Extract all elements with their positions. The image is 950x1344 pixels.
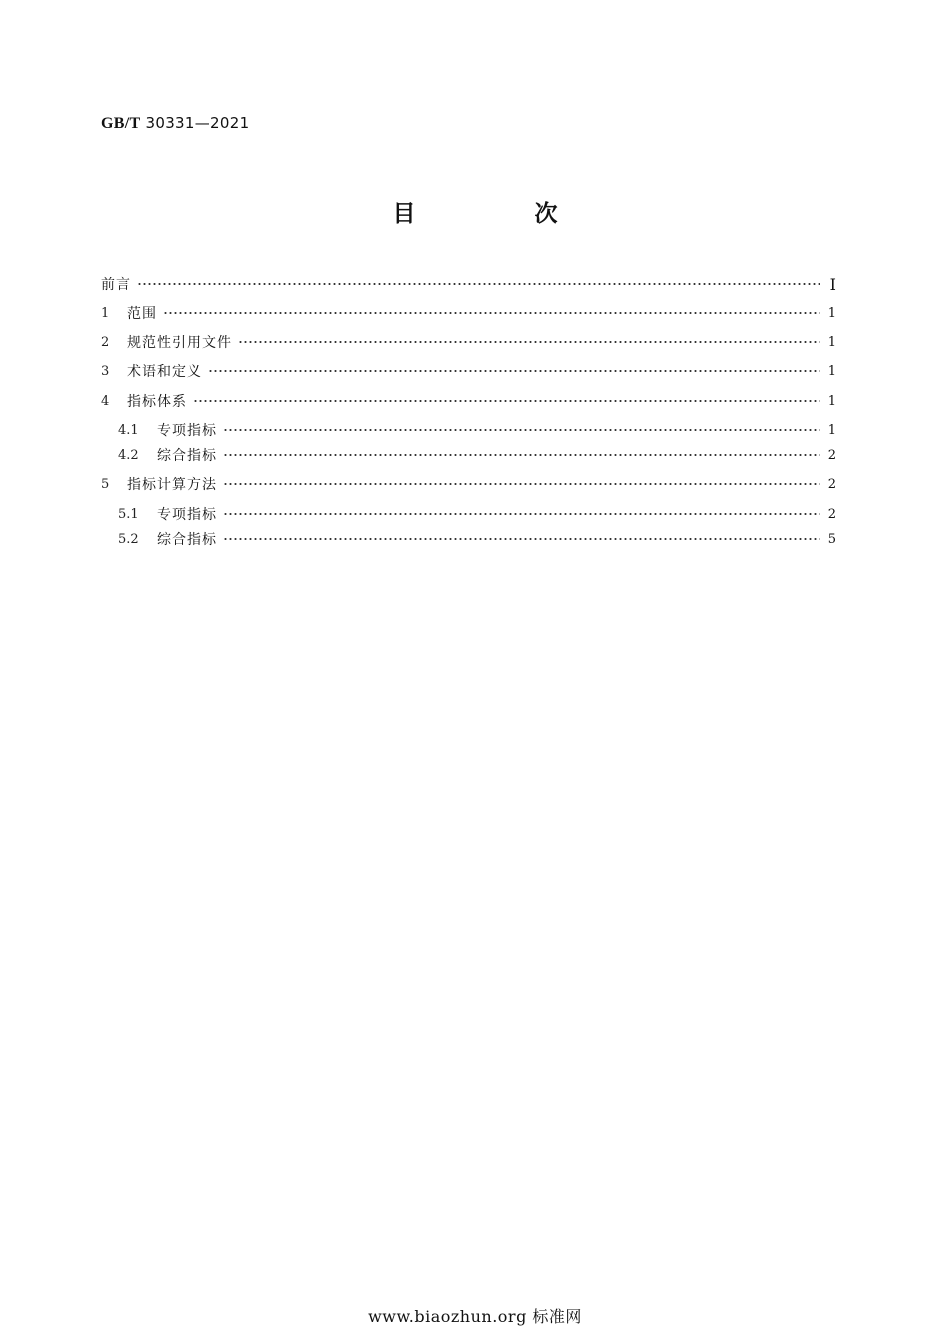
toc-entry-number: 4.2 bbox=[118, 447, 139, 463]
toc-entry-page: 1 bbox=[827, 422, 836, 438]
toc-entry-page: 5 bbox=[827, 531, 836, 547]
toc-title: 目 次 bbox=[392, 201, 606, 227]
toc-leader-dots bbox=[223, 445, 820, 465]
toc-entry-4-2[interactable] bbox=[118, 445, 836, 465]
toc-entry-number: 4 bbox=[101, 393, 110, 409]
toc-entry-label: 专项指标 bbox=[157, 507, 217, 523]
toc-entry-page: 1 bbox=[827, 363, 836, 379]
toc-entry-2[interactable] bbox=[101, 332, 836, 352]
toc-entry-number: 1 bbox=[101, 305, 110, 321]
toc-leader-dots bbox=[137, 274, 820, 294]
toc-entry-4[interactable] bbox=[101, 391, 836, 411]
toc-entry-3[interactable] bbox=[101, 361, 836, 381]
toc-entry-label: 术语和定义 bbox=[127, 364, 202, 380]
toc-entry-number: 5.2 bbox=[118, 531, 139, 547]
toc-entry-label: 综合指标 bbox=[157, 448, 217, 464]
toc-entry-page: 1 bbox=[827, 393, 836, 409]
toc-leader-dots bbox=[223, 504, 820, 524]
toc-entry-label: 规范性引用文件 bbox=[127, 335, 232, 351]
toc-entry-page: 2 bbox=[827, 476, 836, 492]
toc-leader-dots bbox=[223, 420, 820, 440]
standard-code bbox=[101, 114, 249, 133]
toc-entry-label: 范围 bbox=[127, 306, 157, 322]
toc-entry-number: 5.1 bbox=[118, 506, 139, 522]
toc-entry-page: 1 bbox=[827, 334, 836, 350]
footer-watermark: www.biaozhun.org 标准网 bbox=[368, 1307, 582, 1326]
toc-entry-5[interactable] bbox=[101, 474, 836, 494]
standard-code-prefix: GB/T bbox=[101, 115, 141, 132]
toc-leader-dots bbox=[163, 303, 820, 323]
toc-leader-dots bbox=[223, 474, 820, 494]
standard-code-number: 30331—2021 bbox=[145, 114, 250, 132]
toc-entry-4-1[interactable] bbox=[118, 420, 836, 440]
toc-entry-5-2[interactable] bbox=[118, 529, 836, 549]
toc-entry-page: 2 bbox=[827, 506, 836, 522]
toc-entry-page: 2 bbox=[827, 447, 836, 463]
toc-leader-dots bbox=[223, 529, 820, 549]
toc-entry-preface[interactable] bbox=[101, 274, 836, 294]
toc-leader-dots bbox=[238, 332, 820, 352]
toc-entry-1[interactable] bbox=[101, 303, 836, 323]
toc-entry-label: 前言 bbox=[101, 277, 131, 293]
toc-entry-number: 4.1 bbox=[118, 422, 139, 438]
toc-entry-number: 3 bbox=[101, 363, 110, 379]
toc-entry-label: 综合指标 bbox=[157, 532, 217, 548]
toc-entry-label: 指标体系 bbox=[127, 394, 187, 410]
toc-entry-number: 2 bbox=[101, 334, 110, 350]
toc-entry-number: 5 bbox=[101, 476, 110, 492]
toc-entry-page: I bbox=[829, 274, 836, 294]
toc-entry-page: 1 bbox=[827, 305, 836, 321]
toc-entry-label: 专项指标 bbox=[157, 423, 217, 439]
toc-leader-dots bbox=[208, 361, 820, 381]
toc-entry-5-1[interactable] bbox=[118, 504, 836, 524]
toc-leader-dots bbox=[193, 391, 820, 411]
toc-entry-label: 指标计算方法 bbox=[127, 477, 217, 493]
